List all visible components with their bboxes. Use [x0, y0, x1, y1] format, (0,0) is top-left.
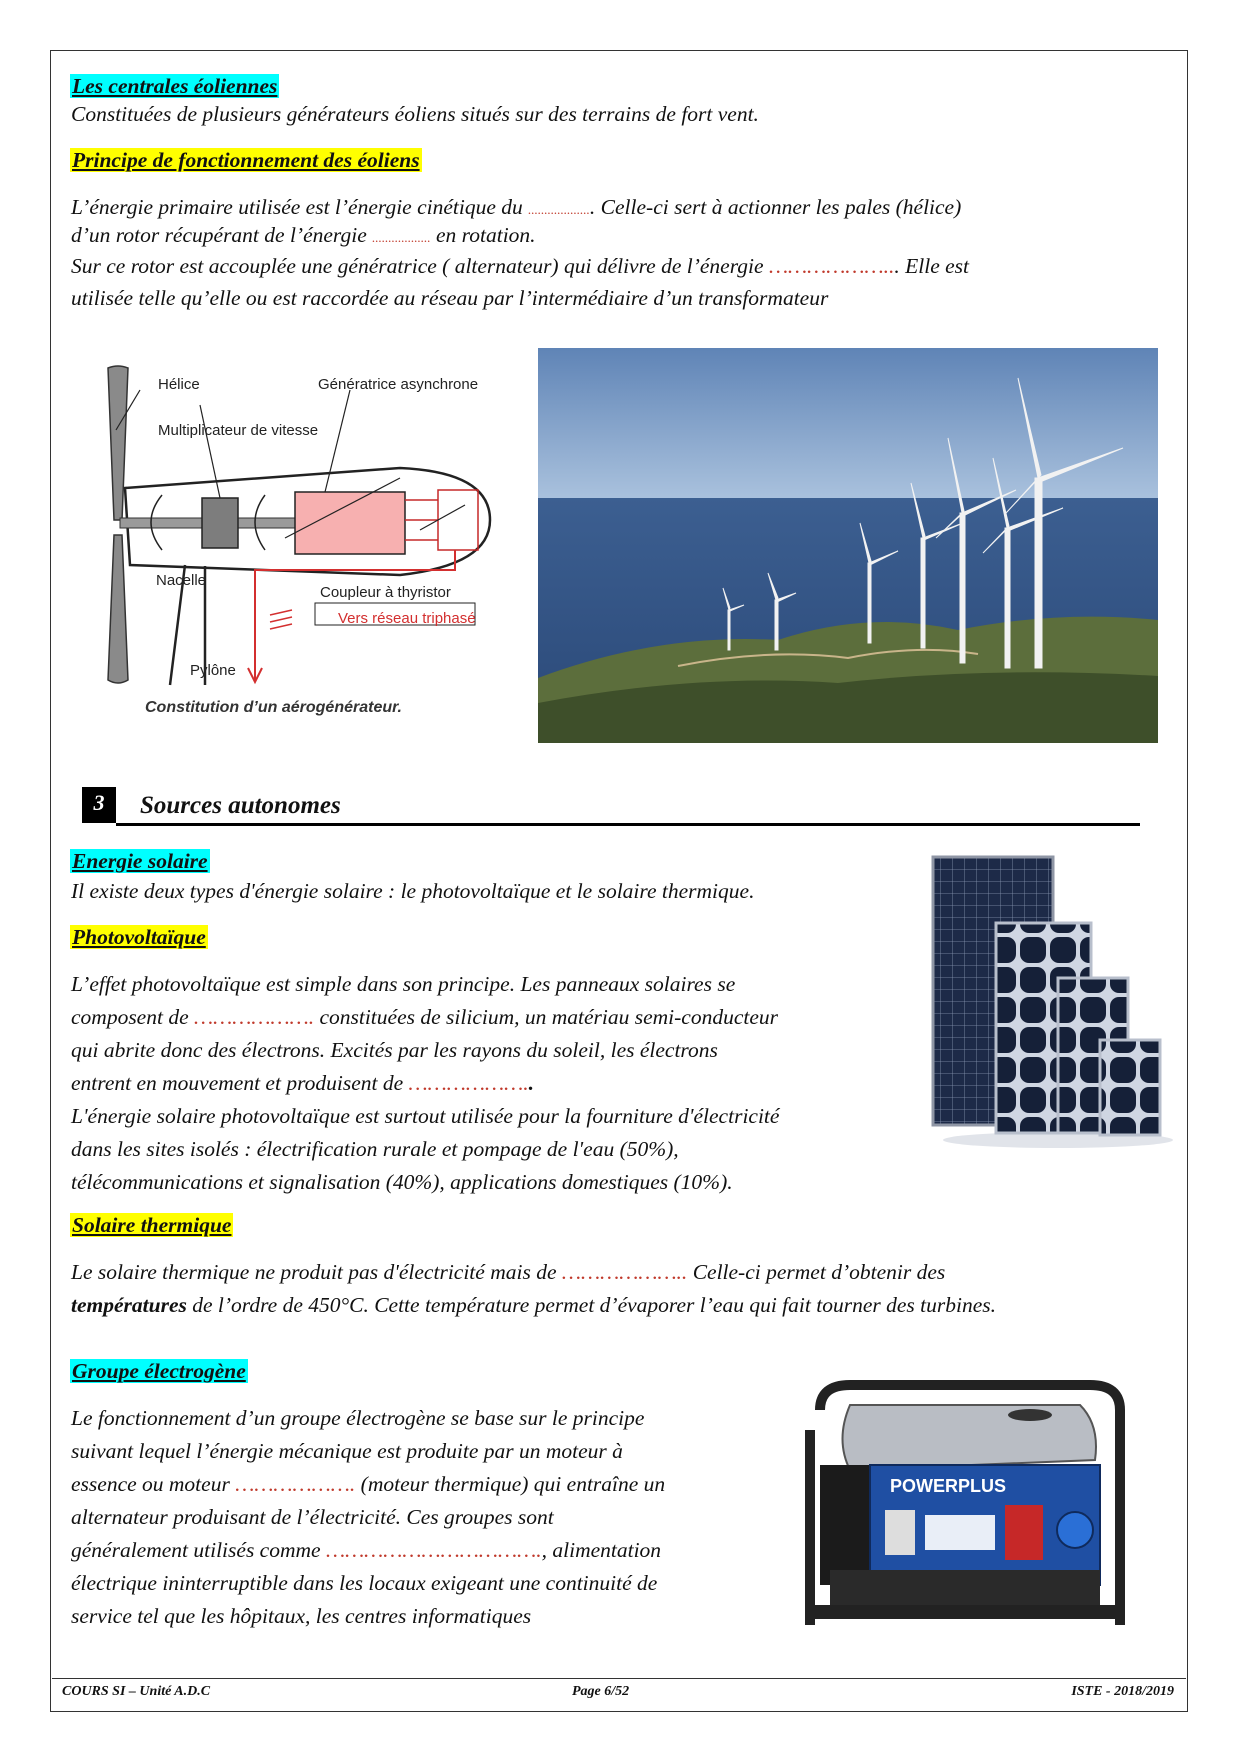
footer-right: ISTE - 2018/2019 — [1071, 1684, 1174, 1699]
generatrice-box — [295, 492, 405, 554]
label-helice: Hélice — [158, 376, 200, 393]
pv-line-1: L’effet photovoltaïque est simple dans son principe. Les panneaux solaires se — [71, 972, 736, 996]
section-title: Sources autonomes — [140, 792, 341, 819]
heading-photovoltaique: Photovoltaïque — [72, 925, 206, 949]
generator-image — [790, 1370, 1140, 1645]
principe-line-3: Sur ce rotor est accouplée une génératrice ( alternateur) qui délivre de l’énergie ………………... Elle est — [71, 254, 970, 278]
solaire-intro: Il existe deux types d'énergie solaire : le photovoltaïque et le solaire thermique. — [71, 879, 755, 903]
wind-farm-photo — [538, 348, 1158, 743]
groupe-line-1: Le fonctionnement d’un groupe électrogène se base sur le principe — [71, 1406, 645, 1430]
label-pylone: Pylône — [190, 662, 236, 679]
multiplicateur-box — [202, 498, 238, 548]
blade-bottom — [108, 535, 128, 683]
groupe-line-6: électrique ininterruptible dans les locaux exigeant une continuité de — [71, 1571, 658, 1595]
label-nacelle: Nacelle — [156, 572, 207, 589]
label-reseau: Vers réseau triphasé — [338, 610, 476, 627]
principe-line-4: utilisée telle qu’elle ou est raccordée au réseau par l’intermédiaire d’un transformateur — [71, 286, 829, 310]
centrales-text: Constituées de plusieurs générateurs éoliens situés sur des terrains de fort vent. — [71, 102, 759, 126]
label-generatrice: Génératrice asynchrone — [318, 376, 479, 393]
pv-line-2: composent de ………………. constituées de silicium, un matériau semi-conducteur — [71, 1005, 779, 1029]
brand-label: POWERPLUS — [890, 1476, 1007, 1496]
pv-line-3: qui abrite donc des électrons. Excités par les rayons du soleil, les électrons — [71, 1038, 718, 1062]
pv-line-4: entrent en mouvement et produisent de ……………….. — [71, 1071, 534, 1095]
footer — [52, 1678, 1186, 1705]
groupe-line-3: essence ou moteur ………………. (moteur thermique) qui entraîne un — [71, 1472, 666, 1496]
tank — [843, 1405, 1097, 1470]
heading-solaire-thermique: Solaire thermique — [72, 1213, 232, 1237]
footer-center: Page 6/52 — [572, 1684, 630, 1699]
footer-left: COURS SI – Unité A.D.C — [62, 1684, 211, 1699]
heading-principe: Principe de fonctionnement des éoliens — [72, 148, 420, 172]
heading-energie-solaire: Energie solaire — [72, 849, 208, 873]
groupe-line-5: généralement utilisés comme ……………………………., alimentation — [71, 1538, 662, 1562]
label-multiplicateur: Multiplicateur de vitesse — [158, 422, 319, 439]
section-underline — [116, 823, 1140, 826]
principe-line-2: d’un rotor récupérant de l’énergie .................. en rotation. — [71, 223, 536, 247]
solar-panels-image — [928, 845, 1173, 1155]
groupe-line-2: suivant lequel l’énergie mécanique est produite par un moteur à — [71, 1439, 623, 1463]
coupleur-box — [438, 490, 478, 550]
heading-centrales-eoliennes: Les centrales éoliennes — [72, 74, 278, 98]
panel-tiny — [1100, 1040, 1160, 1135]
principe-line-1: L’énergie primaire utilisée est l’énergie cinétique du .................... Celle-ci sert à actionner les pales (hélice) — [71, 195, 962, 219]
pv-line-6: dans les sites isolés : électrification rurale et pompage de l'eau (50%), — [71, 1137, 679, 1161]
thermique-line-2: températures de l’ordre de 450°C. Cette température permet d’évaporer l’eau qui fait tourner des turbines. — [71, 1293, 996, 1317]
thermique-line-1: Le solaire thermique ne produit pas d'électricité mais de ……………….. Celle-ci permet d’obtenir des — [71, 1260, 946, 1284]
aerogenerateur-diagram — [70, 360, 520, 730]
label-coupleur: Coupleur à thyristor — [320, 584, 451, 601]
diagram-caption: Constitution d’un aérogénérateur. — [145, 699, 402, 716]
heading-groupe-electrogene: Groupe électrogène — [72, 1359, 246, 1383]
groupe-line-4: alternateur produisant de l’électricité. Ces groupes sont — [71, 1505, 554, 1529]
pv-line-5: L'énergie solaire photovoltaïque est surtout utilisée pour la fourniture d'électricité — [71, 1104, 780, 1128]
groupe-line-7: service tel que les hôpitaux, les centres informatiques — [71, 1604, 532, 1628]
section-number: 3 — [93, 790, 105, 815]
pv-line-7: télécommunications et signalisation (40%), applications domestiques (10%). — [71, 1170, 733, 1194]
